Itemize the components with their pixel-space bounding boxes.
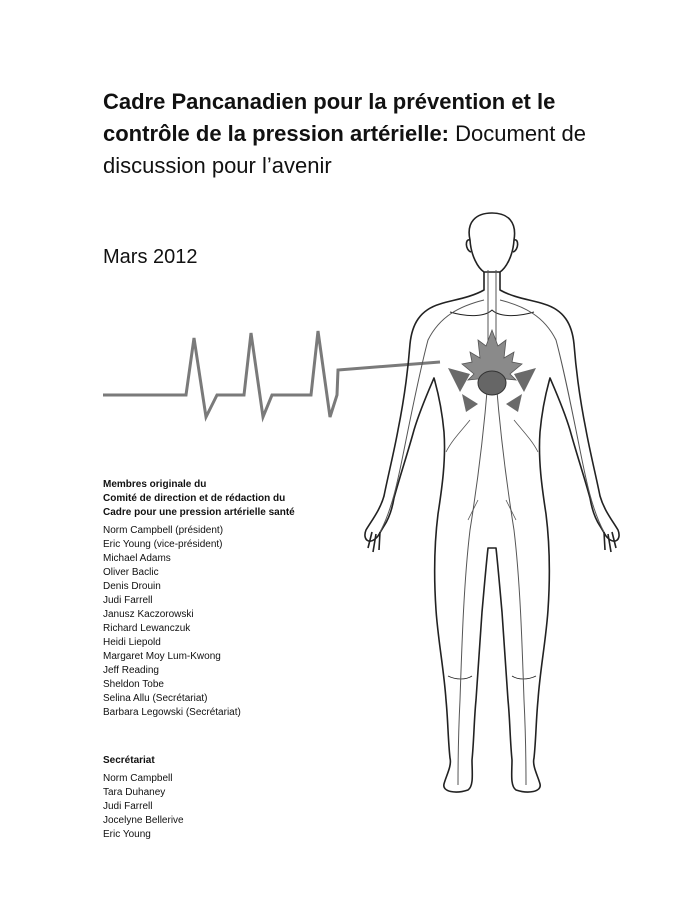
member-name: Selina Allu (Secrétariat)	[103, 693, 208, 704]
member-name: Janusz Kaczorowski	[103, 609, 194, 620]
member-name: Eric Young (vice-président)	[103, 539, 223, 550]
members-heading-line: Membres originale du	[103, 479, 207, 490]
member-name: Heidi Liepold	[103, 637, 161, 648]
title-regular-part: Document de discussion pour l’avenir	[103, 121, 586, 178]
member-name: Sheldon Tobe	[103, 679, 164, 690]
member-name: Judi Farrell	[103, 595, 153, 606]
member-name: Margaret Moy Lum-Kwong	[103, 651, 221, 662]
members-heading-line: Comité de direction et de rédaction du	[103, 493, 286, 504]
secretariat-name: Jocelyne Bellerive	[103, 815, 184, 826]
heartbeat-line-icon	[103, 331, 440, 417]
document-date: Mars 2012	[103, 246, 198, 268]
member-name: Barbara Legowski (Secrétariat)	[103, 707, 241, 718]
member-name: Michael Adams	[103, 553, 171, 564]
secretariat-heading: Secrétariat	[103, 755, 155, 766]
secretariat-list	[103, 754, 343, 842]
committee-members-list	[103, 478, 343, 720]
secretariat-name: Norm Campbell	[103, 773, 173, 784]
heart-icon	[478, 371, 506, 395]
member-name: Richard Lewanczuk	[103, 623, 191, 634]
members-heading-line: Cadre pour une pression artérielle santé	[103, 507, 295, 518]
member-name: Jeff Reading	[103, 665, 159, 676]
secretariat-name: Judi Farrell	[103, 801, 153, 812]
secretariat-name: Eric Young	[103, 829, 151, 840]
member-name: Oliver Baclic	[103, 567, 159, 578]
member-name: Norm Campbell (président)	[103, 525, 224, 536]
secretariat-name: Tara Duhaney	[103, 787, 166, 798]
human-circulatory-body-icon	[365, 213, 619, 792]
title-bold-part: Cadre Pancanadien pour la prévention et le contrôle de la pression artérielle:	[103, 89, 556, 146]
member-name: Denis Drouin	[103, 581, 161, 592]
